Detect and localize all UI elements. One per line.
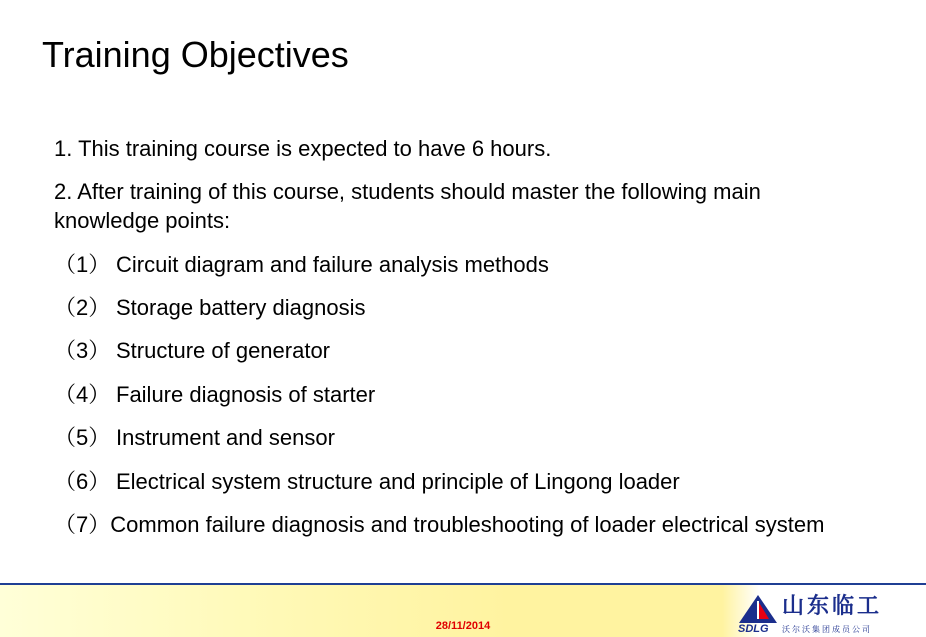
objective-knowledge-intro: 2. After training of this course, students should master the following main knowledge points: [54,179,761,233]
slide-title: Training Objectives [42,34,349,75]
knowledge-point-4 [54,380,375,409]
knowledge-point-marker: （1） [54,252,111,277]
knowledge-point-text: Failure diagnosis of starter [116,382,376,407]
logo-brand: SDLG [738,623,769,635]
objective-duration: 1. This training course is expected to have 6 hours. [54,136,552,161]
knowledge-point-marker: （6） [54,469,111,494]
sdlg-triangle-icon [738,594,778,624]
sdlg-logo [738,594,918,636]
knowledge-point-marker: （5） [54,425,111,450]
knowledge-point-6 [54,467,680,496]
knowledge-point-5 [54,423,335,452]
knowledge-point-text: Instrument and sensor [116,425,335,450]
footer-date: 28/11/2014 [435,620,491,632]
knowledge-point-text: Storage battery diagnosis [116,295,366,320]
knowledge-point-text: Circuit diagram and failure analysis methods [116,252,549,277]
knowledge-point-2 [54,293,366,322]
knowledge-point-text: Common failure diagnosis and troubleshooting of loader electrical system [110,512,825,537]
knowledge-point-marker: （4） [54,382,111,407]
logo-name-cn: 山东临工 [782,594,883,619]
knowledge-point-text: Electrical system structure and principle of Lingong loader [116,469,680,494]
knowledge-point-marker: （3） [54,338,111,363]
knowledge-point-3 [54,336,330,365]
knowledge-point-1 [54,250,549,279]
knowledge-point-marker: （2） [54,295,111,320]
knowledge-point-marker: （7） [54,512,111,537]
knowledge-point-7 [54,510,844,539]
logo-subtitle-cn: 沃尔沃集团成员公司 [782,625,872,634]
footer-divider [0,583,926,585]
knowledge-point-text: Structure of generator [116,338,331,363]
